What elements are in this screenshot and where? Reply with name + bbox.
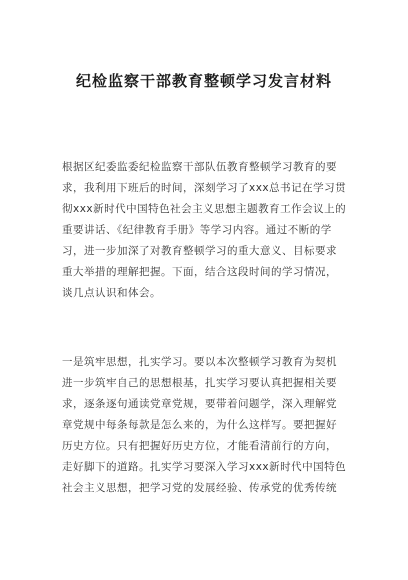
document-title: 纪检监察干部教育整顿学习发言材料 (75, 72, 332, 90)
paragraph-line: 根据区纪委监委纪检监察干部队伍教育整顿学习教育的要 (62, 161, 337, 173)
paragraph-line: 谈几点认识和体会。 (62, 287, 161, 299)
paragraph-line: 重要讲话、《纪律教育手册》等学习内容。通过不断的学 (62, 224, 332, 236)
paragraph-line: 社会主义思想，把学习党的发展经验、传承党的优秀传统 (62, 482, 337, 494)
paragraph-line: 历史方位。只有把握好历史方位，才能看清前行的方向， (62, 440, 337, 452)
paragraph-line: 进一步筑牢自己的思想根基，扎实学习要认真把握相关要 (62, 377, 337, 389)
paragraph-point-one (62, 352, 352, 499)
paragraph-line: 章党规中每条每款是怎么来的，为什么这样写。要把握好 (62, 419, 337, 431)
paragraph-line: 习，进一步加深了对教育整顿学习的重大意义、目标要求 (62, 245, 337, 257)
paragraph-line: 求，逐条逐句通读党章党规，要带着问题学，深入理解党 (62, 398, 337, 410)
paragraph-intro (62, 157, 352, 304)
paragraph-line: 走好脚下的道路。扎实学习要深入学习xxx新时代中国特色 (62, 461, 347, 473)
paragraph-line: 求，我利用下班后的时间，深刻学习了xxx总书记在学习贯 (62, 182, 347, 194)
paragraph-line: 一是筑牢思想，扎实学习。要以本次整顿学习教育为契机 (62, 356, 337, 368)
paragraph-line: 重大举措的理解把握。下面，结合这段时间的学习情况， (62, 266, 337, 278)
paragraph-line: 彻xxx新时代中国特色社会主义思想主题教育工作会议上的 (62, 203, 347, 215)
